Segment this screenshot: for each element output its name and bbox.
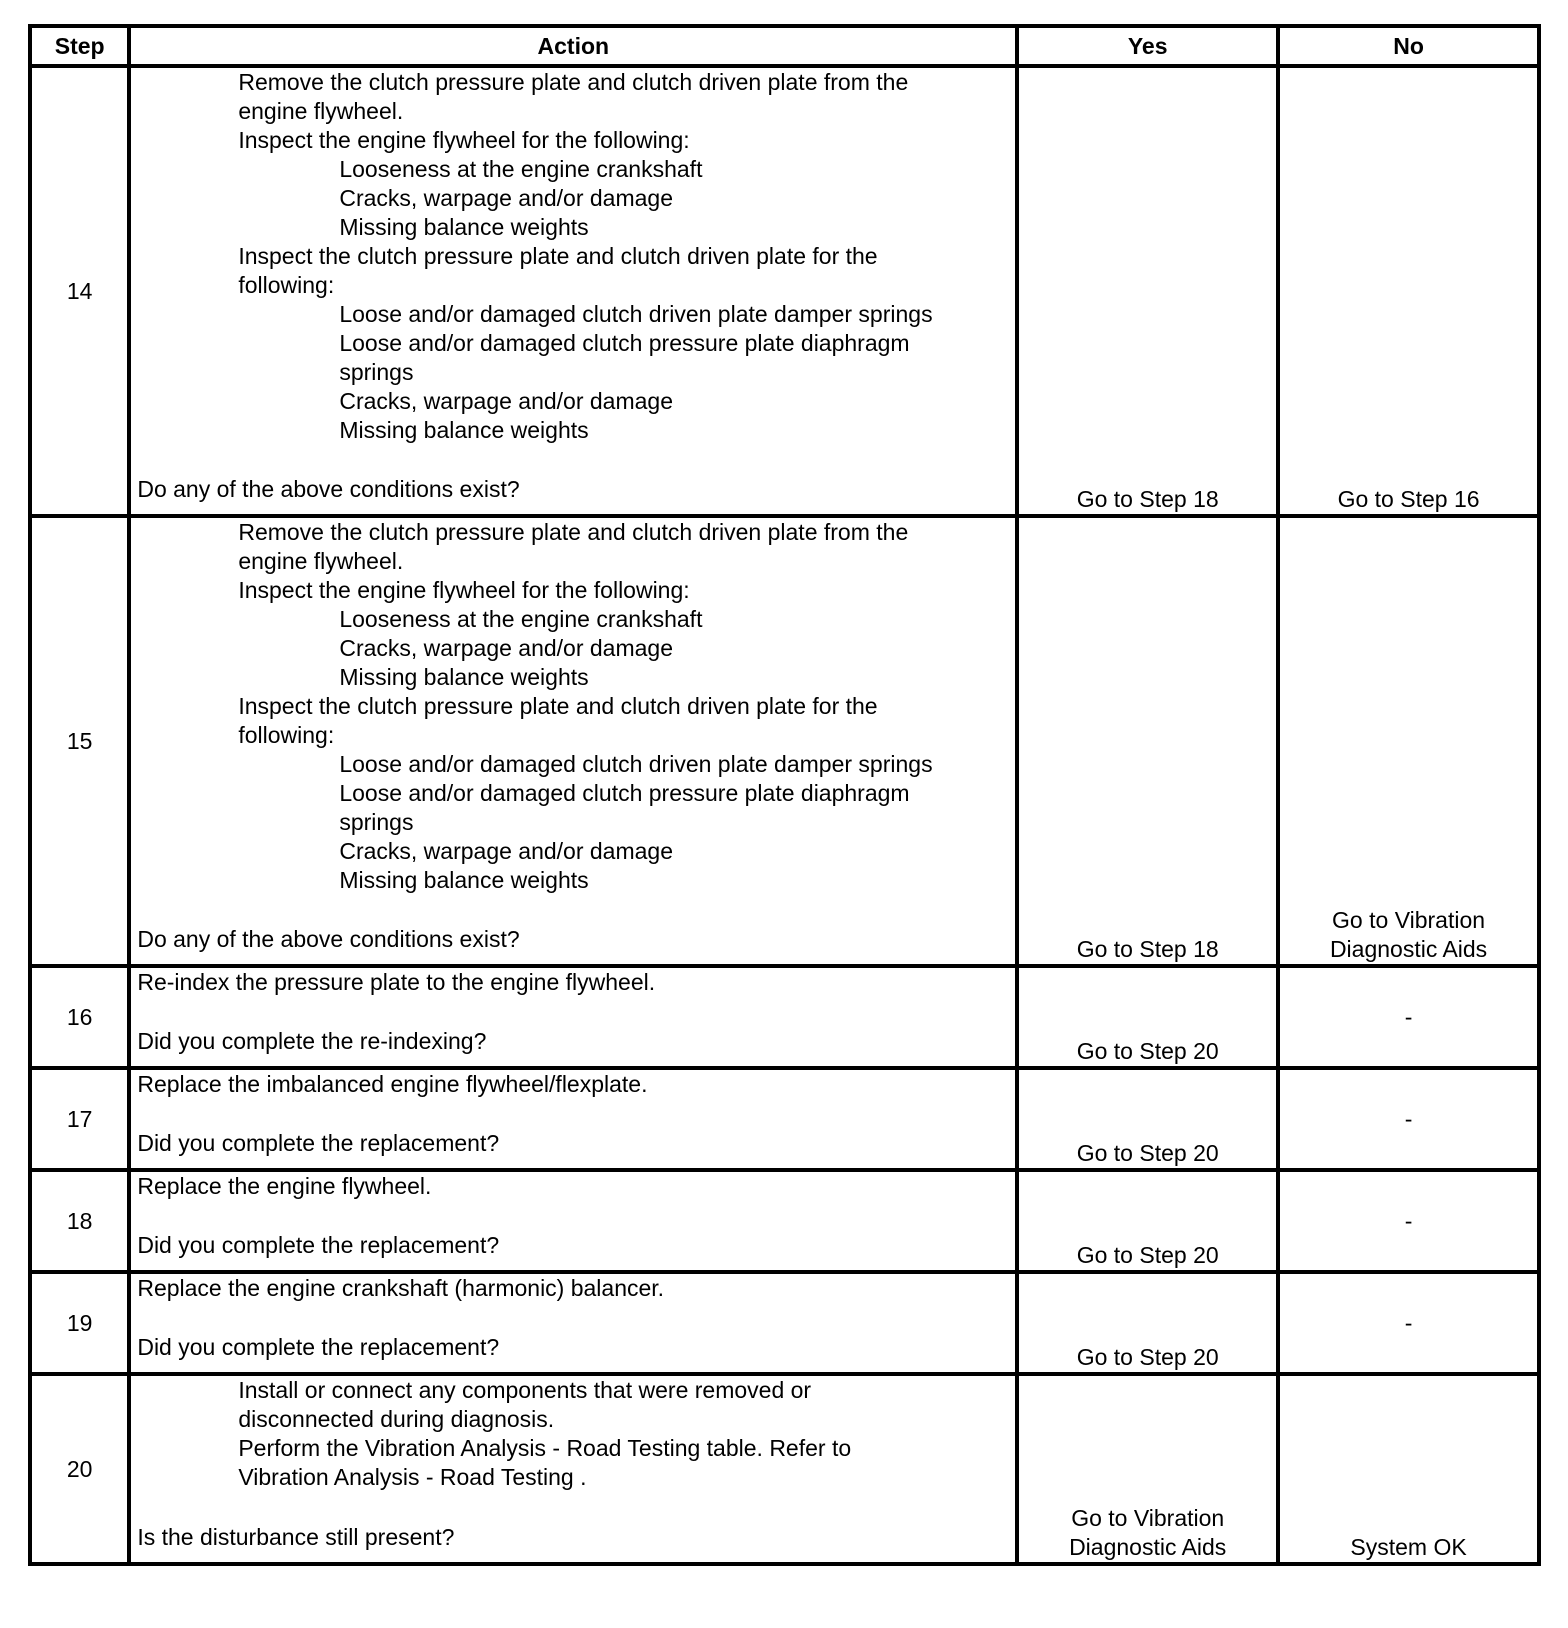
no-outcome-line: System OK <box>1350 1534 1467 1560</box>
action-line: Install or connect any components that were removed or <box>238 1377 812 1403</box>
action-line: Inspect the clutch pressure plate and clutch driven plate for the <box>238 243 878 269</box>
action-line: Re-index the pressure plate to the engine flywheel. <box>137 969 656 995</box>
yes-outcome-line: Go to Step 20 <box>1076 1038 1219 1064</box>
step-number: 17 <box>30 1068 129 1170</box>
action-line: Loose and/or damaged clutch driven plate damper springs <box>339 301 933 327</box>
no-outcome <box>1278 1272 1539 1374</box>
yes-outcome <box>1017 516 1278 966</box>
no-outcome <box>1278 966 1539 1068</box>
action-line: Loose and/or damaged clutch pressure plate diaphragm <box>339 780 910 806</box>
action-line: Remove the clutch pressure plate and clutch driven plate from the <box>238 519 909 545</box>
action-cell <box>129 516 1017 966</box>
action-line: Missing balance weights <box>339 867 589 893</box>
header-action: Action <box>129 26 1017 66</box>
table-row <box>30 66 1539 516</box>
action-line: Inspect the engine flywheel for the following: <box>238 127 690 153</box>
action-content <box>137 1274 1009 1362</box>
action-line: following: <box>238 722 335 748</box>
action-instructions <box>137 518 1009 895</box>
no-outcome-line: - <box>1404 1207 1413 1234</box>
action-line: engine flywheel. <box>238 98 404 124</box>
action-content <box>137 1376 1009 1552</box>
step-number: 18 <box>30 1170 129 1272</box>
action-line: Inspect the clutch pressure plate and clutch driven plate for the <box>238 693 878 719</box>
action-instructions <box>137 1274 1009 1303</box>
no-outcome <box>1278 1068 1539 1170</box>
action-question: Do any of the above conditions exist? <box>137 476 520 502</box>
action-question: Did you complete the replacement? <box>137 1130 500 1156</box>
action-line: Cracks, warpage and/or damage <box>339 388 674 414</box>
action-instructions <box>137 68 1009 445</box>
action-line: Looseness at the engine crankshaft <box>339 606 703 632</box>
action-question: Did you complete the replacement? <box>137 1334 500 1360</box>
header-no: No <box>1278 26 1539 66</box>
yes-outcome <box>1017 66 1278 516</box>
action-cell <box>129 1068 1017 1170</box>
diagnostic-table <box>28 24 1541 1566</box>
yes-outcome-line: Go to Step 20 <box>1076 1242 1219 1268</box>
action-line: Vibration Analysis - Road Testing . <box>238 1464 587 1490</box>
header-row <box>30 26 1539 66</box>
action-content <box>137 1172 1009 1260</box>
yes-outcome-line: Go to Step 20 <box>1076 1140 1219 1166</box>
action-line: Missing balance weights <box>339 664 589 690</box>
no-outcome-line: Go to Step 16 <box>1337 486 1480 512</box>
action-line: Looseness at the engine crankshaft <box>339 156 703 182</box>
table-body <box>30 66 1539 1564</box>
action-content <box>137 1070 1009 1158</box>
action-line: Loose and/or damaged clutch driven plate damper springs <box>339 751 933 777</box>
action-cell <box>129 66 1017 516</box>
action-content <box>137 68 1009 504</box>
no-outcome <box>1278 1374 1539 1564</box>
action-line: Replace the engine flywheel. <box>137 1173 432 1199</box>
action-line: Perform the Vibration Analysis - Road Testing table. Refer to <box>238 1435 852 1461</box>
no-outcome <box>1278 1170 1539 1272</box>
yes-outcome <box>1017 1272 1278 1374</box>
table-row <box>30 966 1539 1068</box>
yes-outcome-line: Go to Step 18 <box>1076 936 1219 962</box>
step-number: 16 <box>30 966 129 1068</box>
step-number: 14 <box>30 66 129 516</box>
action-cell <box>129 1170 1017 1272</box>
header-yes: Yes <box>1017 26 1278 66</box>
action-cell <box>129 1374 1017 1564</box>
action-line: following: <box>238 272 335 298</box>
action-line: Replace the engine crankshaft (harmonic) balancer. <box>137 1275 665 1301</box>
action-instructions <box>137 968 1009 997</box>
table-row <box>30 1170 1539 1272</box>
no-outcome-line: - <box>1404 1105 1413 1132</box>
action-line: Inspect the engine flywheel for the following: <box>238 577 690 603</box>
step-number: 19 <box>30 1272 129 1374</box>
action-content <box>137 968 1009 1056</box>
table-row <box>30 516 1539 966</box>
no-outcome-line: Diagnostic Aids <box>1329 936 1488 962</box>
action-content <box>137 518 1009 954</box>
action-cell <box>129 1272 1017 1374</box>
table-row <box>30 1068 1539 1170</box>
action-instructions <box>137 1070 1009 1099</box>
no-outcome-line: - <box>1404 1309 1413 1336</box>
action-line: Missing balance weights <box>339 214 589 240</box>
action-line: springs <box>339 359 414 385</box>
header-step: Step <box>30 26 129 66</box>
yes-outcome-line: Go to Step 20 <box>1076 1344 1219 1370</box>
action-line: disconnected during diagnosis. <box>238 1406 555 1432</box>
no-outcome-line: Go to Vibration <box>1332 907 1486 933</box>
yes-outcome-line: Go to Vibration <box>1071 1505 1225 1531</box>
action-instructions <box>137 1376 1009 1492</box>
action-question: Did you complete the re-indexing? <box>137 1028 487 1054</box>
yes-outcome <box>1017 1170 1278 1272</box>
action-line: engine flywheel. <box>238 548 404 574</box>
action-line: Replace the imbalanced engine flywheel/flexplate. <box>137 1071 648 1097</box>
no-outcome-line: - <box>1404 1003 1413 1030</box>
no-outcome <box>1278 66 1539 516</box>
action-line: Cracks, warpage and/or damage <box>339 635 674 661</box>
action-instructions <box>137 1172 1009 1201</box>
action-line: Missing balance weights <box>339 417 589 443</box>
action-line: Cracks, warpage and/or damage <box>339 185 674 211</box>
action-question: Did you complete the replacement? <box>137 1232 500 1258</box>
step-number: 20 <box>30 1374 129 1564</box>
yes-outcome-line: Go to Step 18 <box>1076 486 1219 512</box>
action-line: Cracks, warpage and/or damage <box>339 838 674 864</box>
table-row <box>30 1272 1539 1374</box>
action-line: Loose and/or damaged clutch pressure plate diaphragm <box>339 330 910 356</box>
step-number: 15 <box>30 516 129 966</box>
action-line: springs <box>339 809 414 835</box>
yes-outcome-line: Diagnostic Aids <box>1069 1534 1227 1560</box>
table-row <box>30 1374 1539 1564</box>
yes-outcome <box>1017 1068 1278 1170</box>
action-question: Is the disturbance still present? <box>137 1524 455 1550</box>
action-line: Remove the clutch pressure plate and clutch driven plate from the <box>238 69 909 95</box>
no-outcome <box>1278 516 1539 966</box>
yes-outcome <box>1017 1374 1278 1564</box>
action-question: Do any of the above conditions exist? <box>137 926 520 952</box>
action-cell <box>129 966 1017 1068</box>
yes-outcome <box>1017 966 1278 1068</box>
